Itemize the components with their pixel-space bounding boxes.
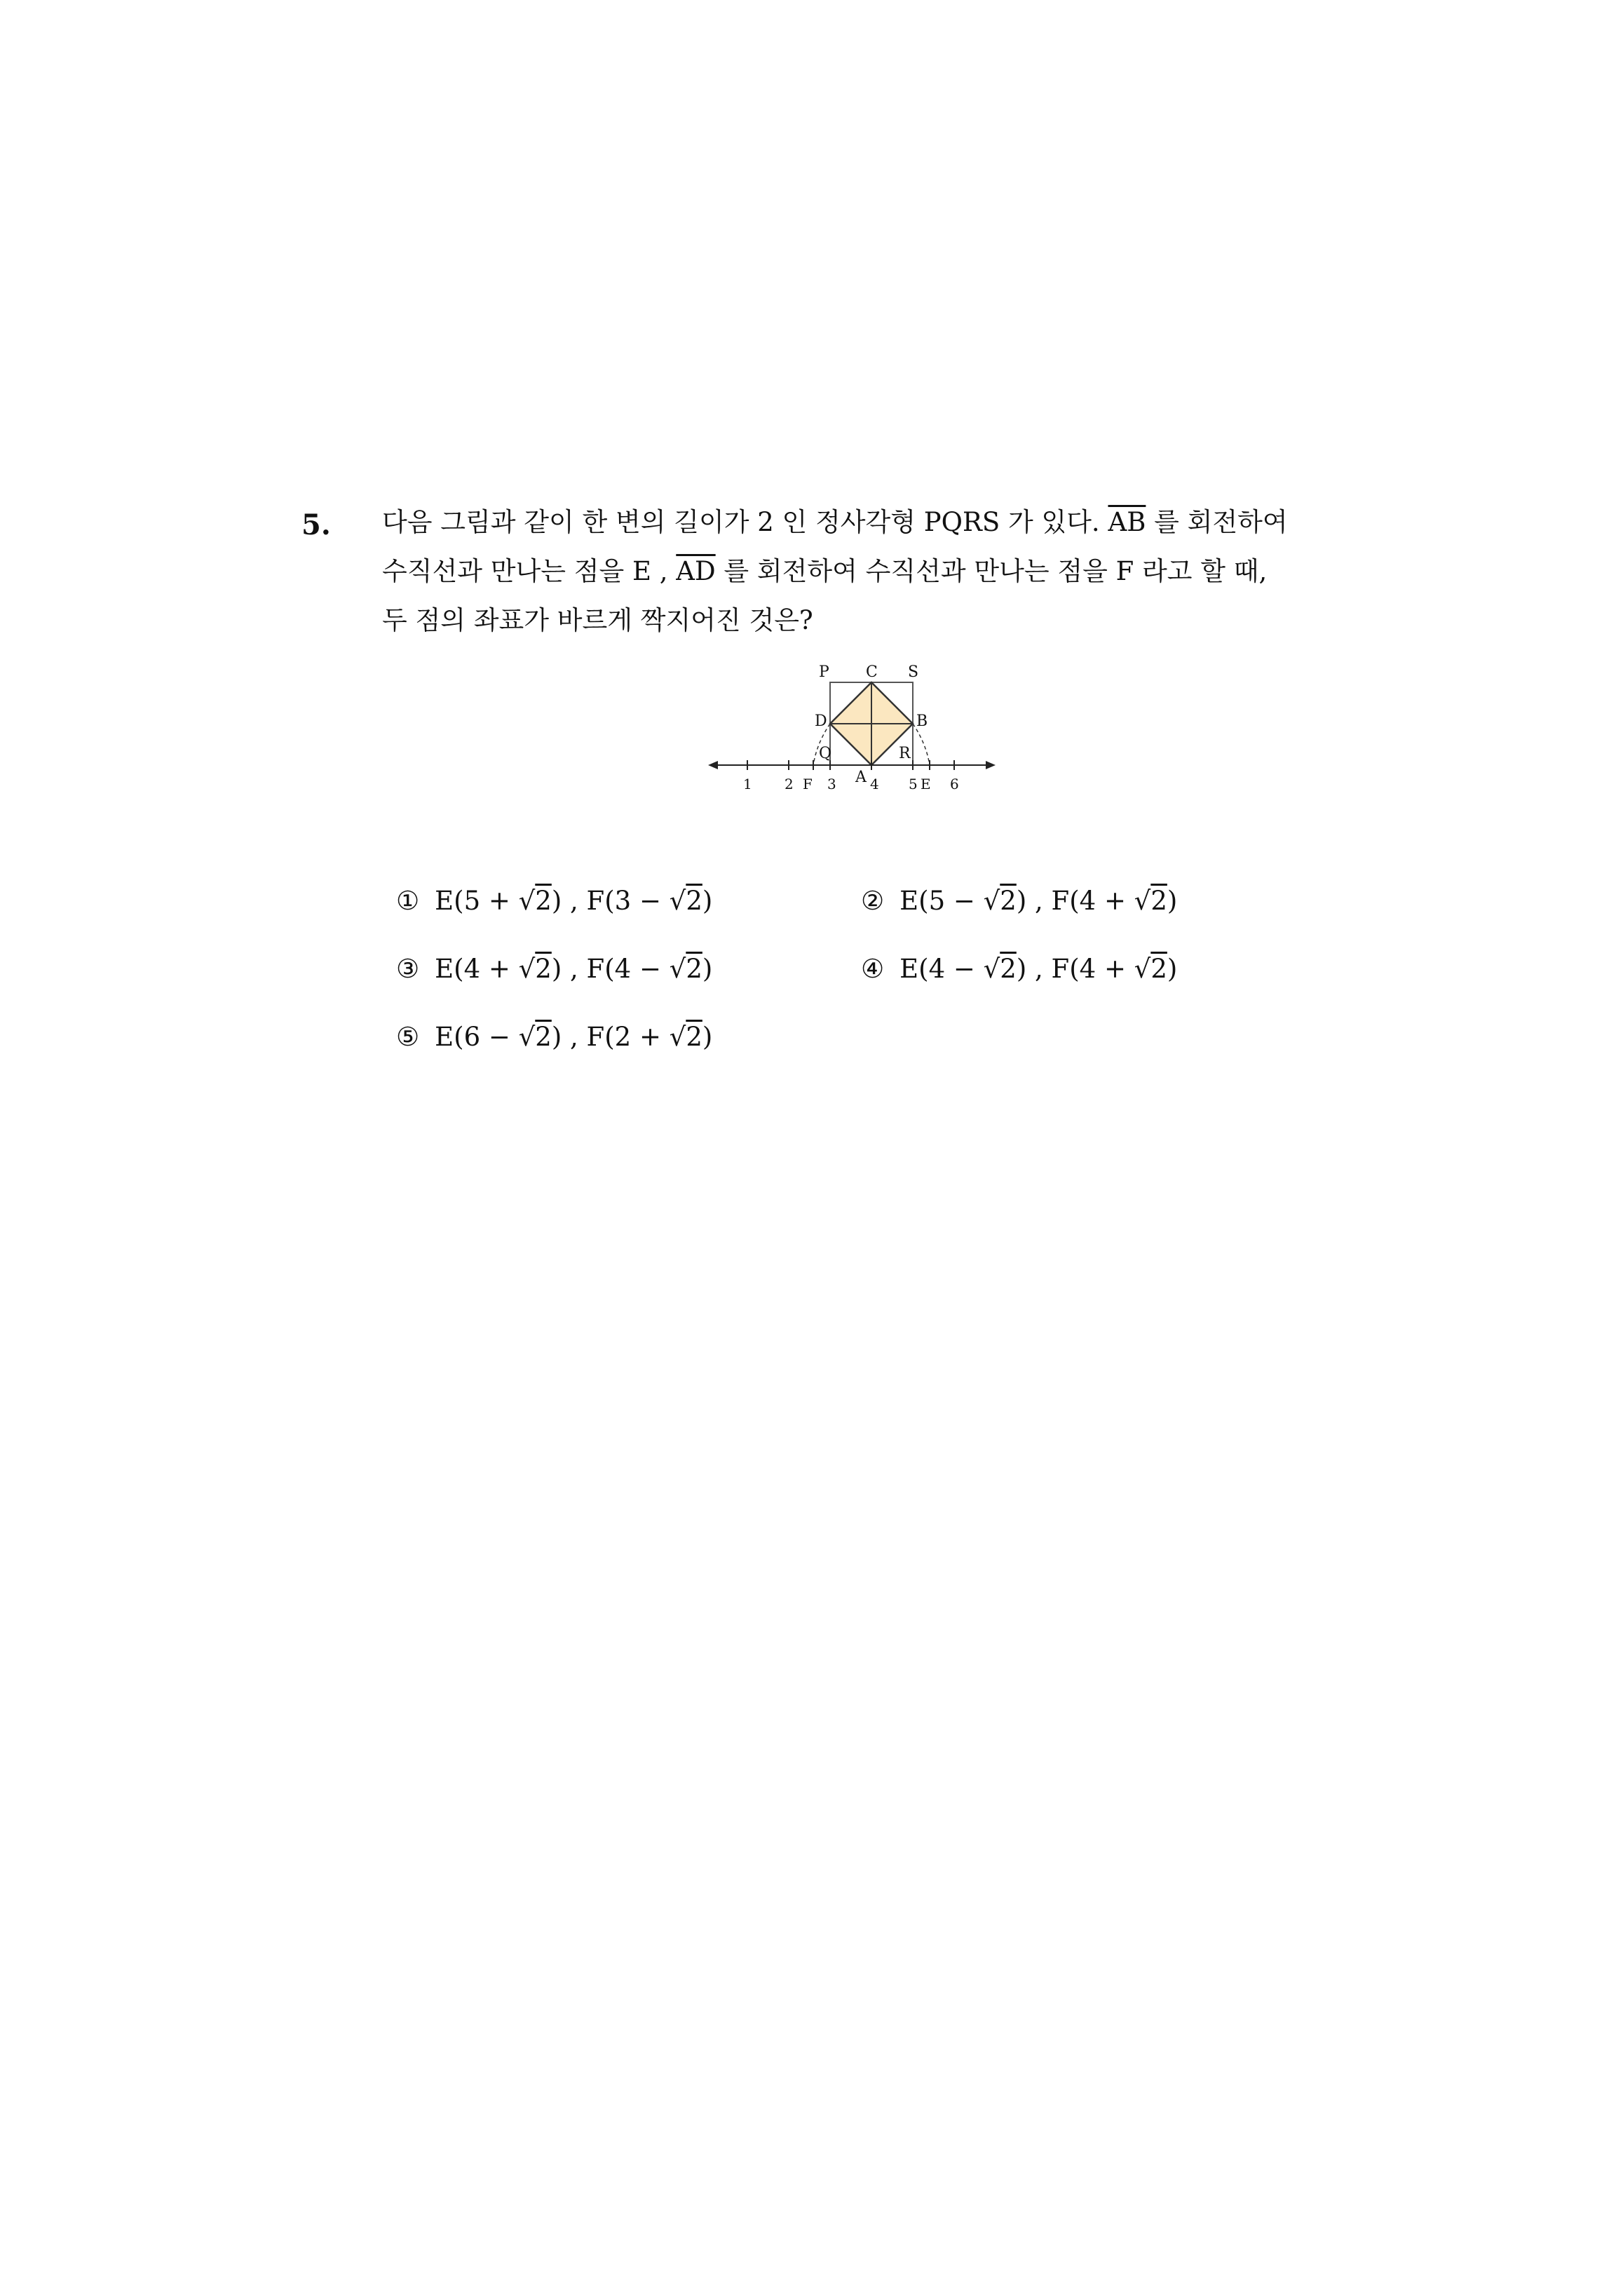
arrow-left: [708, 761, 718, 769]
option-4-e-pre: E(4 −: [899, 954, 984, 984]
option-1-e-pre: E(5 +: [435, 886, 519, 916]
option-1-f-rad: 2: [686, 886, 702, 916]
sqrt-icon: √: [669, 1022, 686, 1052]
option-5-e-rad: 2: [535, 1022, 552, 1052]
option-2-f-post: ): [1167, 886, 1178, 916]
option-2-f-pre: F(4 +: [1051, 886, 1134, 916]
label-s: S: [908, 663, 919, 681]
option-1-mark: ①: [396, 886, 420, 916]
option-5-mark: ⑤: [396, 1022, 420, 1052]
option-2-mark: ②: [861, 886, 885, 916]
question-line-3-text: 두 점의 좌표가 바르게 짝지어진 것은?: [382, 605, 813, 635]
option-4-f-pre: F(4 +: [1051, 954, 1134, 984]
option-4-f-post: ): [1167, 954, 1178, 984]
label-a: A: [855, 769, 867, 786]
option-2-e-rad: 2: [1000, 886, 1017, 916]
label-d: D: [815, 713, 827, 730]
sqrt-icon: √: [669, 954, 686, 984]
option-5[interactable]: [396, 1016, 712, 1058]
option-2-e-pre: E(5 −: [899, 886, 984, 916]
option-5-f-pre: F(2 +: [586, 1022, 670, 1052]
tick-label-f: F: [803, 776, 813, 792]
option-3-e-pre: E(4 +: [435, 954, 519, 984]
arrow-right: [986, 761, 996, 769]
tick-label-6: 6: [950, 776, 959, 792]
label-q: Q: [819, 745, 832, 762]
option-1[interactable]: [396, 880, 712, 922]
tick-label-e: E: [921, 776, 931, 792]
option-5-f-rad: 2: [686, 1022, 702, 1052]
sqrt-icon: √: [983, 886, 1000, 916]
sqrt-icon: √: [518, 1022, 536, 1052]
tick-label-1: 1: [743, 776, 752, 792]
option-3[interactable]: [396, 948, 712, 990]
option-4-e-post: ) ,: [1016, 954, 1043, 984]
sqrt-icon: √: [669, 886, 686, 916]
tick-label-4: 4: [870, 776, 879, 792]
option-3-e-post: ) ,: [551, 954, 578, 984]
option-2-e-post: ) ,: [1016, 886, 1043, 916]
option-3-mark: ③: [396, 954, 420, 984]
question-line-2: [382, 551, 1336, 593]
option-5-e-pre: E(6 −: [435, 1022, 519, 1052]
option-1-f-post: ): [702, 886, 713, 916]
sqrt-icon: √: [1134, 886, 1151, 916]
option-1-e-post: ) ,: [551, 886, 578, 916]
question-line-2-tail: 를 회전하여 수직선과 만나는 점을 F 라고 할 때,: [724, 556, 1268, 586]
label-b: B: [916, 713, 928, 730]
tick-label-2: 2: [785, 776, 794, 792]
label-p: P: [819, 663, 829, 681]
option-1-e-rad: 2: [535, 886, 552, 916]
question-line-3: [382, 600, 1336, 642]
segment-ab: $\overline{AB}$: [1108, 507, 1146, 537]
option-5-f-post: ): [702, 1022, 713, 1052]
sqrt-icon: √: [518, 954, 536, 984]
question-line-2-head: 수직선과 만나는 점을 E ,: [382, 556, 668, 586]
option-3-f-pre: F(4 −: [586, 954, 670, 984]
question-number: 5.: [301, 508, 331, 541]
option-2[interactable]: [861, 880, 1177, 922]
option-1-f-pre: F(3 −: [586, 886, 670, 916]
option-2-f-rad: 2: [1150, 886, 1167, 916]
option-5-e-post: ) ,: [551, 1022, 578, 1052]
segment-ad: $\overline{AD}$: [676, 556, 716, 586]
option-4-mark: ④: [861, 954, 885, 984]
option-3-f-rad: 2: [686, 954, 702, 984]
tick-label-3: 3: [827, 776, 836, 792]
label-r: R: [899, 745, 911, 762]
option-4-e-rad: 2: [1000, 954, 1017, 984]
tick-label-5: 5: [909, 776, 918, 792]
sqrt-icon: √: [518, 886, 536, 916]
question-line-1: [382, 501, 1336, 543]
option-3-f-post: ): [702, 954, 713, 984]
sqrt-icon: √: [1134, 954, 1151, 984]
option-4[interactable]: [861, 948, 1177, 990]
question-line-1-tail: 를 회전하여: [1154, 507, 1288, 537]
sqrt-icon: √: [983, 954, 1000, 984]
question-line-1-text: 다음 그림과 같이 한 변의 길이가 2 인 정사각형 PQRS 가 있다.: [382, 507, 1100, 537]
label-c: C: [866, 663, 878, 681]
square-number-line-figure: [708, 656, 1003, 803]
option-3-e-rad: 2: [535, 954, 552, 984]
option-4-f-rad: 2: [1150, 954, 1167, 984]
